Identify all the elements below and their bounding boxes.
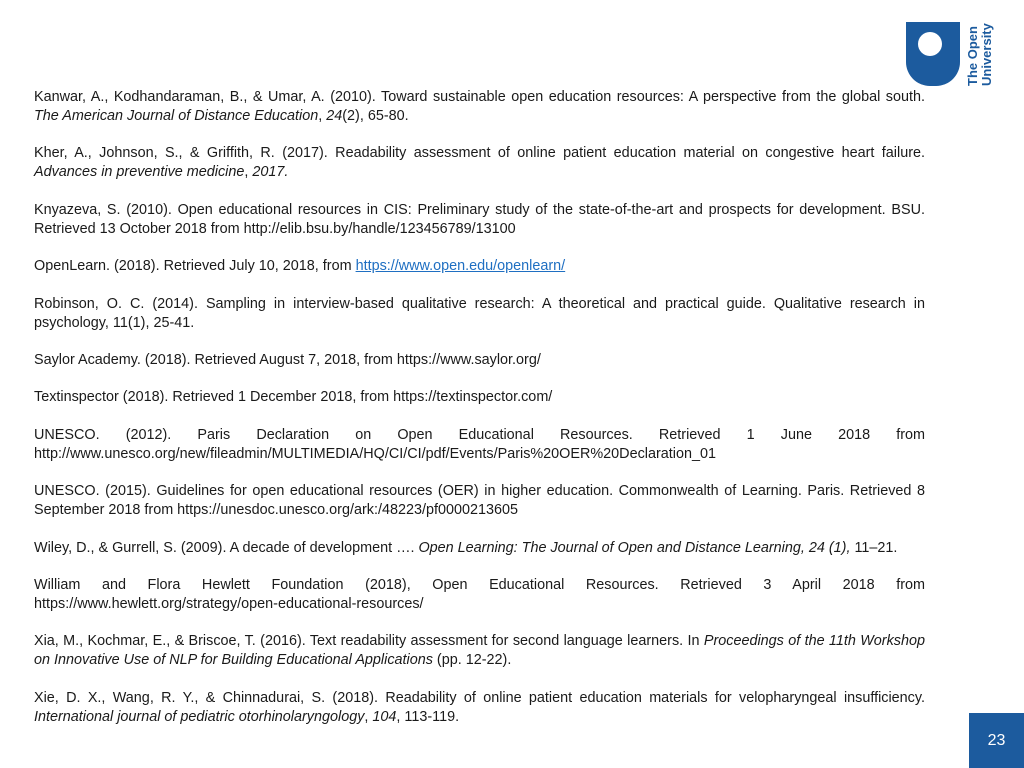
reference-item bbox=[34, 295, 925, 333]
reference-text: Wiley, D., & Gurrell, S. (2009). A decade of development …. bbox=[34, 539, 419, 556]
reference-text: Xia, M., Kochmar, E., & Briscoe, T. (2016). Text readability assessment for second language learners. In bbox=[34, 633, 704, 650]
open-university-logo-icon bbox=[906, 22, 960, 86]
reference-item bbox=[34, 257, 925, 276]
reference-item bbox=[34, 351, 925, 370]
reference-text: Textinspector (2018). Retrieved 1 December 2018, from https://textinspector.com/ bbox=[34, 389, 553, 406]
reference-item bbox=[34, 388, 925, 407]
reference-text: Saylor Academy. (2018). Retrieved August 7, 2018, from https://www.saylor.org/ bbox=[34, 351, 541, 368]
open-university-logo bbox=[906, 22, 1002, 86]
reference-text: , 113-119. bbox=[396, 708, 460, 725]
reference-text: , bbox=[364, 708, 373, 725]
reference-text: UNESCO. (2015). Guidelines for open educational resources (OER) in higher education. Commonwealth of Learning. Paris. Retrieved 8 September 2018 from https://unesdoc.unesco.org/ark:/48223/pf0000213605 bbox=[34, 483, 925, 519]
page-number-box bbox=[969, 713, 1024, 768]
logo-wordmark bbox=[966, 22, 994, 86]
reference-italic-text: Advances in preventive medicine bbox=[34, 164, 245, 181]
reference-text: (2), 65-80. bbox=[342, 108, 409, 124]
reference-italic-text: Open Learning: The Journal of Open and Distance Learning, 24 (1), bbox=[418, 539, 851, 556]
logo-line-2: University bbox=[979, 23, 994, 86]
reference-text: Kher, A., Johnson, S., & Griffith, R. (2017). Readability assessment of online patient education material on congestive heart failure. bbox=[34, 145, 925, 162]
reference-text: Xie, D. X., Wang, R. Y., & Chinnadurai, S. (2018). Readability of online patient education materials for velopharyngeal insufficiency. bbox=[34, 689, 925, 706]
reference-text: Knyazeva, S. (2010). Open educational resources in CIS: Preliminary study of the state-of-the-art and prospects for development. BSU. Retrieved 13 October 2018 from http://elib.bsu.by/handle/123456789/13100 bbox=[34, 201, 925, 237]
reference-italic-text: International journal of pediatric otorhinolaryngology bbox=[34, 708, 365, 725]
reference-item bbox=[34, 201, 925, 239]
reference-italic-text: 24 bbox=[326, 108, 343, 124]
reference-item bbox=[34, 144, 925, 182]
reference-italic-text: 104 bbox=[372, 708, 397, 725]
reference-italic-text: Proceedings of the 11th Workshop on Innovative Use of NLP for Building Educational Applications bbox=[34, 633, 925, 669]
reference-item bbox=[34, 482, 925, 520]
reference-text: 11–21. bbox=[850, 539, 898, 556]
reference-item bbox=[34, 539, 925, 558]
logo-line-1: The Open bbox=[965, 26, 980, 86]
reference-item bbox=[34, 689, 925, 727]
page-number: 23 bbox=[987, 731, 1006, 749]
reference-text: Robinson, O. C. (2014). Sampling in interview-based qualitative research: A theoretical and practical guide. Qualitative research in psychology, 11(1), 25-41. bbox=[34, 295, 925, 331]
reference-italic-text: 2017. bbox=[252, 164, 289, 181]
reference-text: William and Flora Hewlett Foundation (2018), Open Educational Resources. Retrieved 3 April 2018 from https://www.hewlett.org/strategy/open-educational-resources/ bbox=[34, 576, 925, 612]
reference-item bbox=[34, 632, 925, 670]
reference-text: , bbox=[318, 108, 327, 124]
reference-link[interactable]: https://www.open.edu/openlearn/ bbox=[355, 258, 566, 275]
reference-text: UNESCO. (2012). Paris Declaration on Open Educational Resources. Retrieved 1 June 2018 from http://www.unesco.org/new/fileadmin/MULTIMEDIA/HQ/CI/CI/pdf/Events/Paris%20OER%20Declaration_01 bbox=[34, 426, 925, 462]
reference-text: , bbox=[244, 164, 253, 181]
reference-text: OpenLearn. (2018). Retrieved July 10, 2018, from bbox=[34, 258, 356, 275]
reference-item bbox=[34, 426, 925, 464]
reference-text: Kanwar, A., Kodhandaraman, B., & Umar, A. (2010). Toward sustainable open education resources: A perspective from the global south. bbox=[34, 89, 925, 105]
reference-item bbox=[34, 576, 925, 614]
reference-item bbox=[34, 88, 925, 126]
reference-list bbox=[34, 88, 925, 745]
reference-text: (pp. 12-22). bbox=[432, 652, 512, 669]
reference-italic-text: The American Journal of Distance Education bbox=[34, 108, 319, 124]
